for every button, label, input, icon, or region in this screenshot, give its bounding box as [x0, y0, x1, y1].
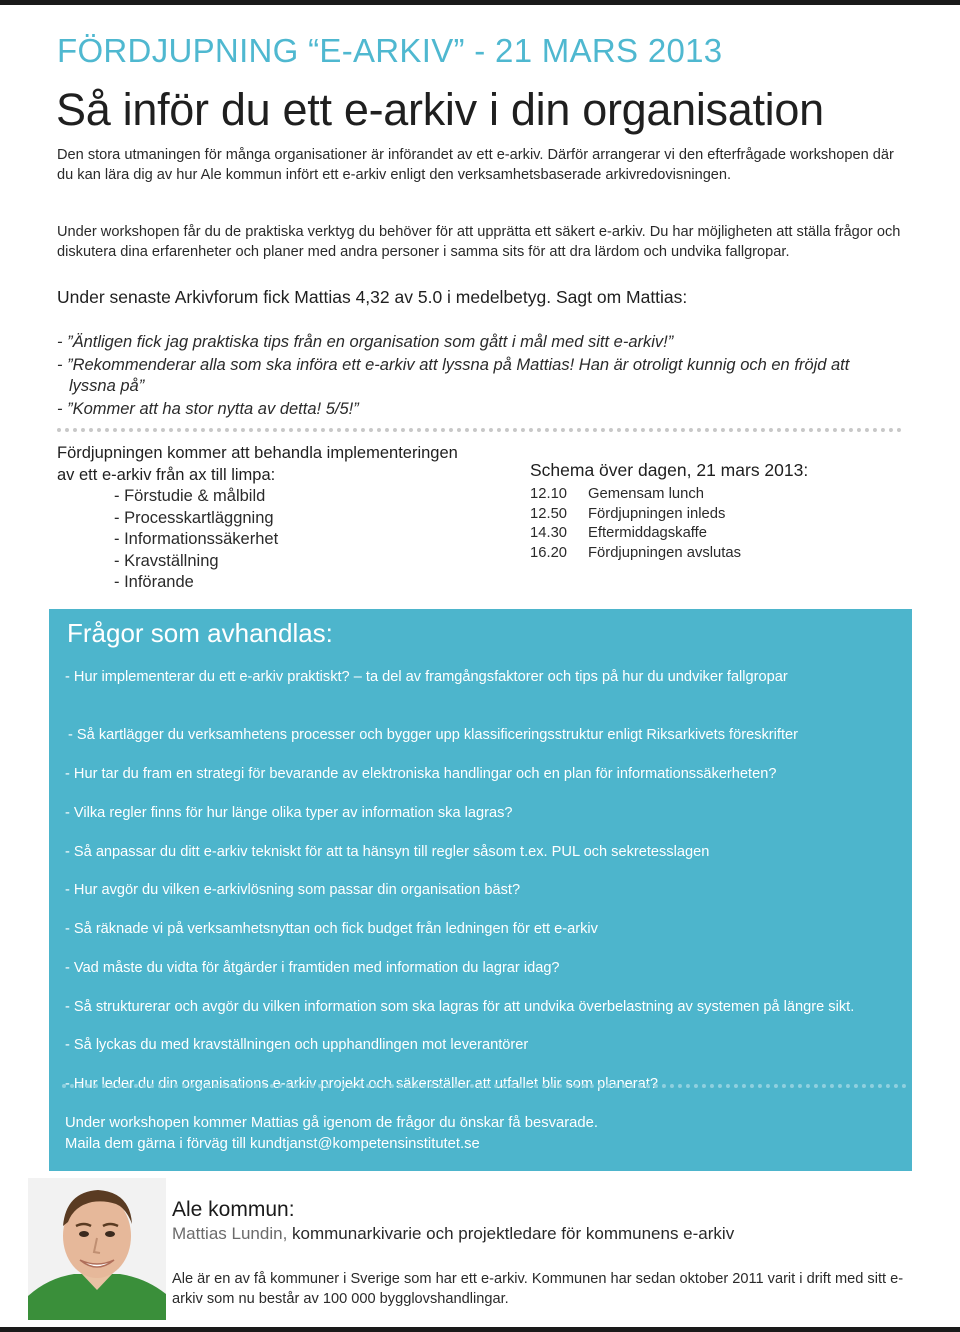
panel-footer-line: Under workshopen kommer Mattias gå igenom de frågor du önskar få besvarade. — [65, 1115, 598, 1131]
speaker-description: Ale är en av få kommuner i Sverige som har ett e-arkiv. Kommunen har sedan oktober 2011 varit i drift med sitt e-arkiv som nu består av 100 000 bygglovshandlingar. — [172, 1271, 904, 1307]
dotted-divider — [57, 428, 902, 432]
topic-item: - Processkartläggning — [114, 508, 274, 527]
schedule-event: Fördjupningen avslutas — [588, 544, 741, 561]
schedule-time: 12.50 — [530, 505, 568, 522]
panel-title: Frågor som avhandlas: — [67, 618, 333, 648]
testimonial-list — [57, 332, 857, 421]
schedule-section — [530, 460, 910, 563]
testimonial-quote: - ”Rekommenderar alla som ska införa ett e-arkiv att lyssna på Mattias! Han är otroligt kunnig och en fröjd att lyssna på” — [57, 355, 850, 395]
rating-statement: Under senaste Arkivforum fick Mattias 4,32 av 5.0 i medelbetyg. Sagt om Mattias: — [57, 287, 688, 307]
panel-footer — [65, 1113, 885, 1155]
question-item: - Så kartlägger du verksamhetens processer och bygger upp klassificeringsstruktur enligt Riksarkivets föreskrifter — [68, 727, 798, 743]
bottom-border — [0, 1327, 960, 1332]
speaker-role: kommunarkivarie och projektledare för kommunens e-arkiv — [287, 1224, 735, 1243]
speaker-organization: Ale kommun: — [172, 1198, 295, 1221]
speaker-portrait-illustration — [28, 1178, 166, 1320]
topics-list — [57, 486, 477, 594]
schedule-time: 16.20 — [530, 544, 568, 561]
question-item: - Hur implementerar du ett e-arkiv praktiskt? – ta del av framgångsfaktorer och tips på hur du undviker fallgropar — [65, 669, 788, 685]
schedule-row — [530, 485, 910, 505]
topics-intro: Fördjupningen kommer att behandla implementeringen av ett e-arkiv från ax till limpa: — [57, 444, 458, 484]
question-item: - Så anpassar du ditt e-arkiv tekniskt för att ta hänsyn till regler såsom t.ex. PUL och sekretesslagen — [65, 844, 710, 860]
question-item: - Hur tar du fram en strategi för bevarande av elektroniska handlingar och en plan för informationssäkerheten? — [65, 766, 777, 782]
question-item: - Vad måste du vidta för åtgärder i framtiden med information du lagrar idag? — [65, 960, 560, 976]
intro-paragraph-1: Den stora utmaningen för många organisationer är införandet av ett e-arkiv. Därför arrangerar vi den efterfrågade workshopen där du kan lära dig av hur Ale kommun infört ett e-arkiv enligt den verksamhetsbaserade arkivredovisningen. — [57, 147, 894, 183]
question-item: - Så lyckas du med kravställningen och upphandlingen mot leverantörer — [65, 1037, 529, 1053]
schedule-time: 12.10 — [530, 486, 568, 502]
schedule-title: Schema över dagen, 21 mars 2013: — [530, 460, 809, 480]
topic-item: - Förstudie & målbild — [114, 487, 266, 505]
topic-item: - Kravställning — [114, 551, 219, 570]
topic-item: - Införande — [114, 573, 194, 591]
question-item: - Hur leder du din organisations e-arkiv projekt och säkerställer att utfallet blir som planerat? — [65, 1076, 658, 1092]
event-kicker: FÖRDJUPNING “E-ARKIV” - 21 MARS 2013 — [57, 32, 723, 69]
page-title: Så inför du ett e-arkiv i din organisation — [56, 84, 824, 135]
question-item: - Så strukturerar och avgör du vilken information som ska lagras för att undvika överbelastning av systemen på längre sikt. — [65, 999, 855, 1015]
testimonial-quote: - ”Kommer att ha stor nytta av detta! 5/5!” — [57, 399, 359, 418]
speaker-info — [172, 1224, 734, 1244]
question-item: - Så räknade vi på verksamhetsnyttan och fick budget från ledningen för ett e-arkiv — [65, 921, 598, 937]
speaker-photo — [28, 1178, 166, 1320]
schedule-row — [530, 544, 910, 564]
dotted-divider — [62, 1084, 907, 1088]
testimonial-quote: - ”Äntligen fick jag praktiska tips från en organisation som gått i mål med sitt e-arkiv!” — [57, 333, 674, 351]
question-item: - Vilka regler finns för hur länge olika typer av information ska lagras? — [65, 805, 513, 821]
topics-section — [57, 443, 477, 594]
topic-item: - Informationssäkerhet — [114, 530, 279, 548]
schedule-event: Fördjupningen inleds — [588, 505, 726, 522]
schedule-time: 14.30 — [530, 525, 568, 541]
speaker-name: Mattias Lundin, — [172, 1224, 288, 1243]
top-border — [0, 0, 960, 5]
panel-footer-email-line: Maila dem gärna i förväg till kundtjanst@kompetensinstitutet.se — [65, 1136, 480, 1152]
question-item: - Hur avgör du vilken e-arkivlösning som passar din organisation bäst? — [65, 882, 521, 898]
schedule-event: Gemensam lunch — [588, 486, 704, 502]
schedule-event: Eftermiddagskaffe — [588, 525, 707, 541]
intro-paragraph-2: Under workshopen får du de praktiska verktyg du behöver för att upprätta ett säkert e-arkiv. Du har möjligheten att ställa frågor och diskutera dina erfarenheter och planer med andra personer i samma sits för att dra lärdom och undvika fallgropar. — [57, 224, 901, 260]
schedule-row — [530, 505, 910, 525]
schedule-row — [530, 524, 910, 544]
